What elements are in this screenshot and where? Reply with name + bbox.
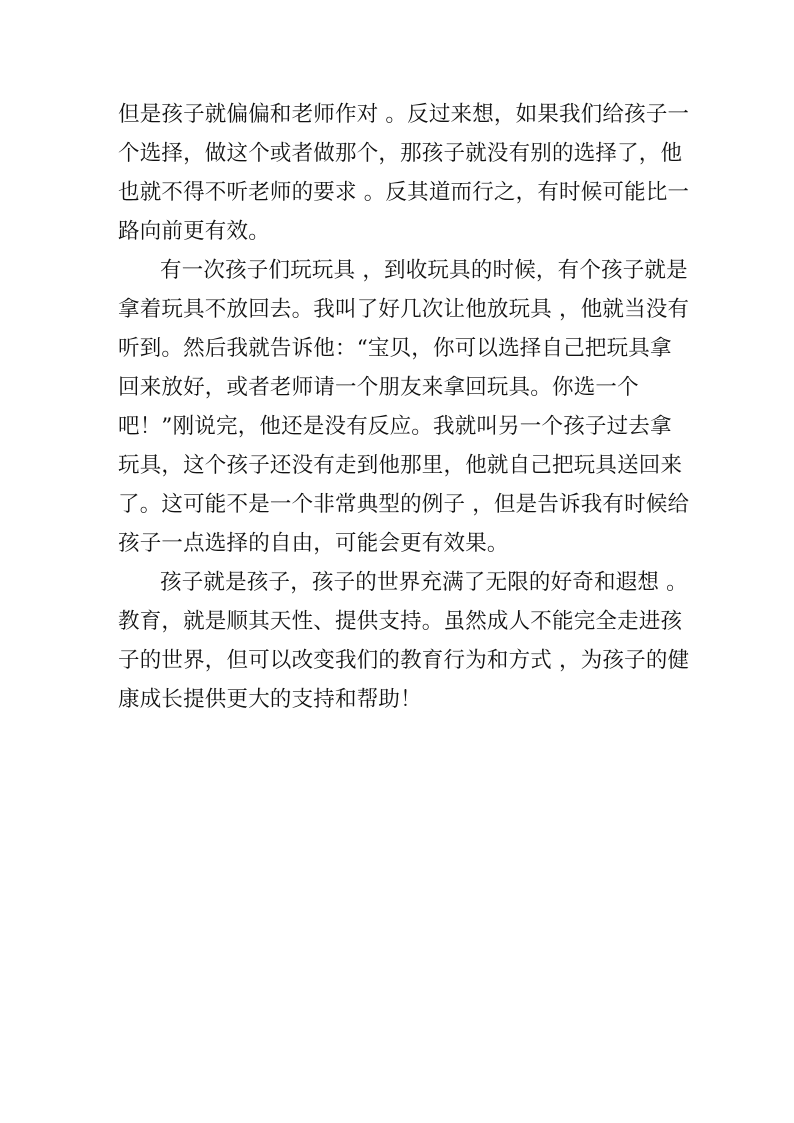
text-line-6: 拿着玩具不放回去。我叫了好几次让他放玩具 ，他就当没有 bbox=[118, 297, 690, 322]
text-line-3: 也就不得不听老师的要求 。反其道而行之，有时候可能比一 bbox=[118, 180, 690, 205]
text-line-8: 回来放好，或者老师请一个朋友来拿回玩具。你选一个 bbox=[118, 375, 639, 400]
article-body bbox=[118, 95, 690, 719]
text-line-13: 孩子就是孩子，孩子的世界充满了无限的好奇和遐想 。 bbox=[160, 570, 688, 595]
text-line-12: 孩子一点选择的自由，可能会更有效果。 bbox=[118, 531, 509, 556]
text-line-10: 玩具，这个孩子还没有走到他那里，他就自己把玩具送回来 bbox=[118, 453, 683, 478]
text-line-14: 教育，就是顺其天性、提供支持。虽然成人不能完全走进孩 bbox=[118, 609, 683, 634]
text-line-9: 吧！”刚说完，他还是没有反应。我就叫另一个孩子过去拿 bbox=[118, 414, 672, 439]
text-line-16: 康成长提供更大的支持和帮助！ bbox=[118, 687, 422, 712]
text-line-5: 有一次孩子们玩玩具 ，到收玩具的时候，有个孩子就是 bbox=[160, 258, 688, 283]
text-line-15: 子的世界，但可以改变我们的教育行为和方式 ，为孩子的健 bbox=[118, 648, 690, 673]
text-line-7: 听到。然后我就告诉他：“宝贝，你可以选择自己把玩具拿 bbox=[118, 336, 672, 361]
text-line-2: 个选择，做这个或者做那个，那孩子就没有别的选择了，他 bbox=[118, 141, 683, 166]
text-line-1: 但是孩子就偏偏和老师作对 。反过来想，如果我们给孩子一 bbox=[118, 102, 690, 127]
text-line-4: 路向前更有效。 bbox=[118, 219, 270, 244]
text-line-11: 了。这可能不是一个非常典型的例子 ，但是告诉我有时候给 bbox=[118, 492, 690, 517]
